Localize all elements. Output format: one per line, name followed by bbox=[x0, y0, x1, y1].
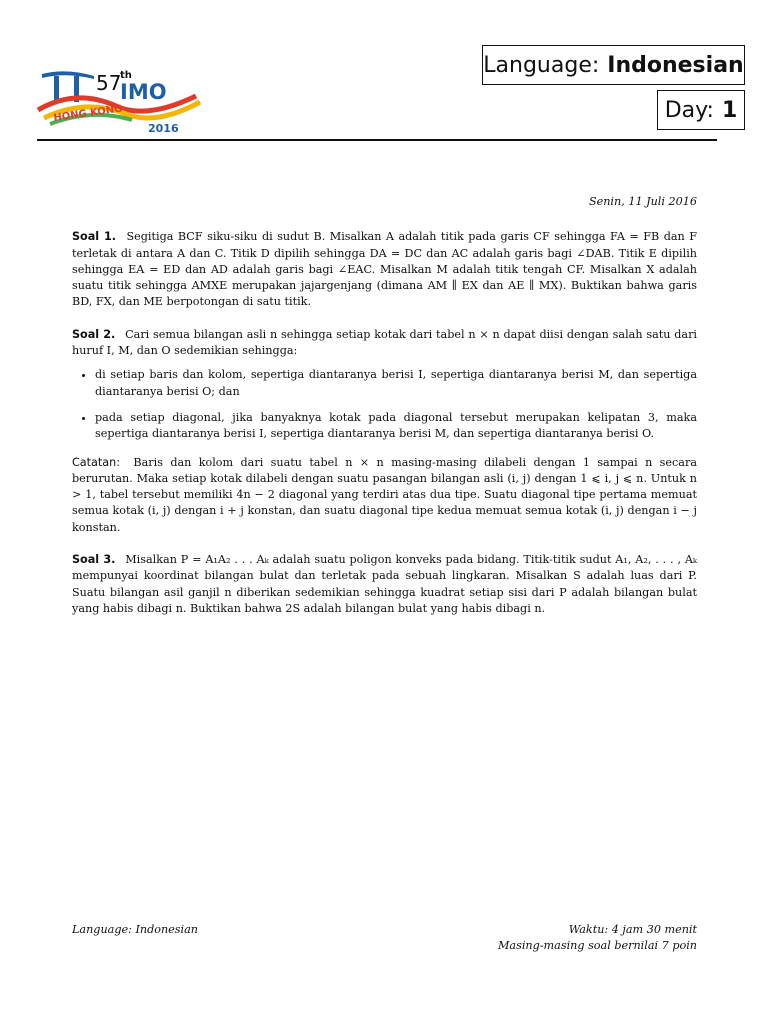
note-text: Baris dan kolom dari suatu tabel n × n masing-masing dilabeli dengan 1 sampai n secara berurutan. Maka setiap kotak dilabeli dengan suatu pasangan bilangan asli (i, j) dengan 1 ⩽ i, j ⩽ n. Untuk n > 1, tabel tersebut memiliki 4n − 2 diagonal yang terdiri atas dua tipe. Suatu diagonal tipe pertama memuat semua kotak (i, j) dengan i + j konstan, dan suatu diagonal tipe kedua memuat semua kotak (i, j) dengan i − j konstan. bbox=[72, 455, 697, 534]
note-label: Catatan: bbox=[72, 455, 121, 469]
language-value: Indonesian bbox=[607, 52, 744, 78]
problem-2-label: Soal 2. bbox=[72, 327, 116, 341]
problem-content bbox=[72, 194, 697, 633]
problem-1-label: Soal 1. bbox=[72, 230, 116, 244]
logo-sup: th bbox=[120, 70, 132, 81]
list-item: • di setiap baris dan kolom, sepertiga diantaranya berisi I, sepertiga diantaranya berisi M, dan sepertiga diantaranya berisi O; dan bbox=[95, 367, 697, 400]
logo-year: 2016 bbox=[148, 122, 179, 135]
problem-2-intro: Cari semua bilangan asli n sehingga setiap kotak dari tabel n × n dapat diisi dengan salah satu dari huruf I, M, dan O sedemikian sehingga: bbox=[72, 327, 697, 358]
day-value: 1 bbox=[721, 97, 738, 123]
problem-3 bbox=[72, 552, 697, 617]
header-rule bbox=[37, 139, 717, 141]
problem-2-note bbox=[72, 455, 697, 536]
language-label: Language: bbox=[483, 52, 600, 78]
problem-3-label: Soal 3. bbox=[72, 553, 116, 567]
page-footer bbox=[72, 922, 697, 954]
logo-name: IMO bbox=[120, 80, 167, 104]
footer-points: Masing-masing soal bernilai 7 poin bbox=[497, 939, 697, 952]
problem-2-conditions bbox=[72, 367, 697, 442]
footer-language: Language: Indonesian bbox=[72, 923, 198, 936]
day-label: Day: bbox=[664, 97, 714, 123]
language-box bbox=[482, 45, 745, 85]
imo-logo-icon bbox=[36, 66, 206, 138]
footer-time: Waktu: 4 jam 30 menit bbox=[568, 923, 697, 936]
list-item: • pada setiap diagonal, jika banyaknya kotak pada diagonal tersebut merupakan kelipatan 3, maka sepertiga diantaranya berisi I, sepertiga diantaranya berisi M, dan sepertiga diantaranya berisi O. bbox=[95, 410, 697, 443]
imo-logo bbox=[36, 66, 206, 138]
footer-info bbox=[498, 922, 697, 954]
exam-date: Senin, 11 Juli 2016 bbox=[588, 195, 697, 208]
day-box bbox=[657, 90, 745, 130]
problem-3-text: Misalkan P = A₁A₂ . . . Aₖ adalah suatu poligon konveks pada bidang. Titik-titik sudut A₁, A₂, . . . , Aₖ mempunyai koordinat bilangan bulat dan terletak pada sebuah lingkaran. Misalkan S adalah luas dari P. Suatu bilangan asil ganjil n diberikan sedemikian sehingga kuadrat setiap sisi dari P adalah bilangan bulat yang habis dibagi n. Buktikan bahwa 2S adalah bilangan bulat yang habis dibagi n. bbox=[72, 553, 698, 615]
logo-city: HONG KONG bbox=[52, 103, 124, 124]
problem-1 bbox=[72, 229, 697, 310]
logo-number: 57 bbox=[96, 71, 122, 95]
problem-2 bbox=[72, 327, 697, 360]
problem-1-text: Segitiga BCF siku-siku di sudut B. Misalkan A adalah titik pada garis CF sehingga FA = FB dan F terletak di antara A dan C. Titik D dipilih sehingga DA = DC dan AC adalah garis bagi ∠DAB. Titik E dipilih sehingga EA = ED dan AD adalah garis bagi ∠EAC. Misalkan M adalah titik tengah CF. Misalkan X adalah suatu titik sehingga AMXE merupakan jajargenjang (dimana AM ∥ EX dan AE ∥ MX). Buktikan bahwa garis BD, FX, dan ME berpotongan di satu titik. bbox=[72, 230, 697, 309]
